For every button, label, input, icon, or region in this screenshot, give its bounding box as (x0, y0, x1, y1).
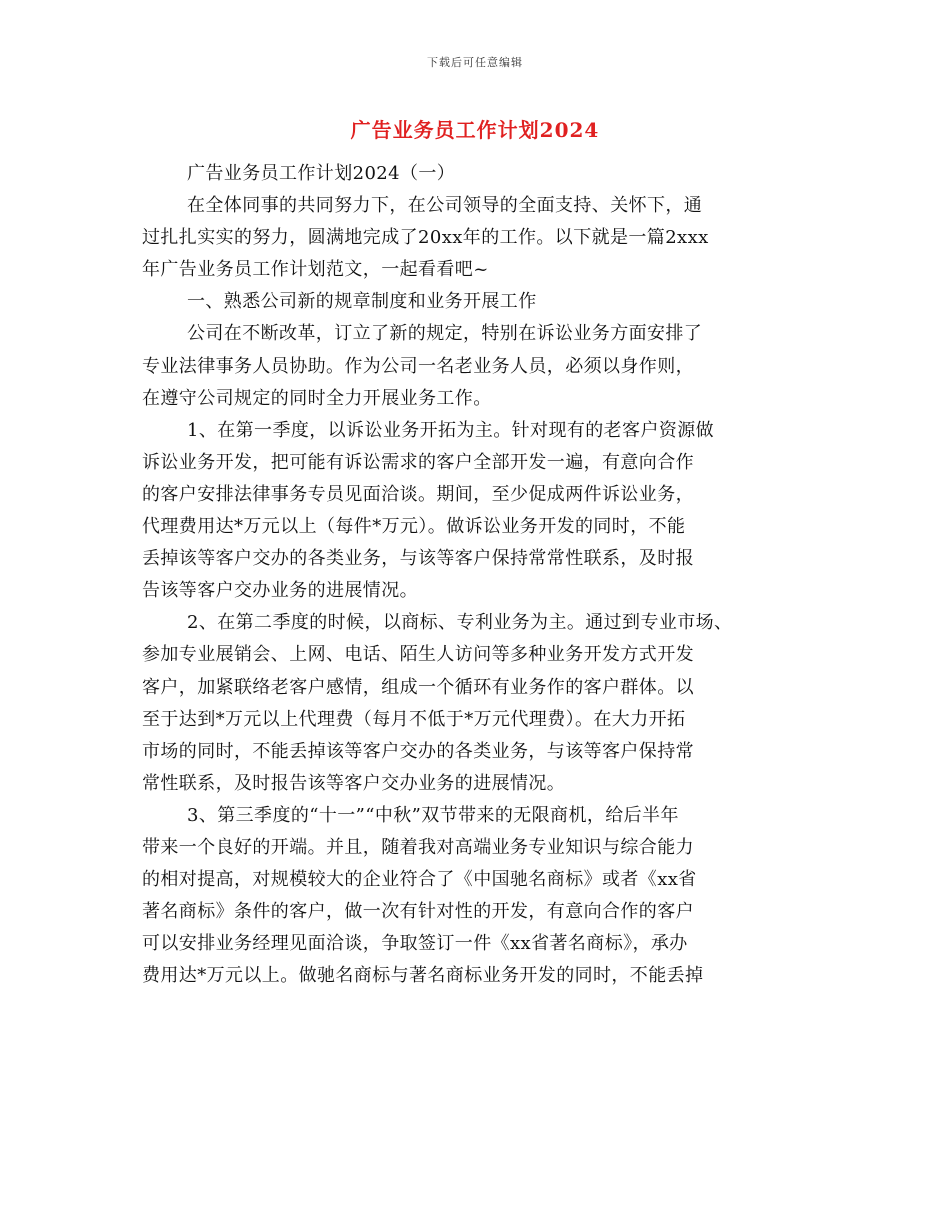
text-line: 1、在第一季度，以诉讼业务开拓为主。针对现有的老客户资源做 (187, 419, 715, 441)
text-line: 带来一个良好的开端。并且，随着我对高端业务专业知识与综合能力 (142, 836, 694, 858)
text-line: 可以安排业务经理见面洽谈，争取签订一件《xx省著名商标》，承办 (142, 933, 688, 955)
text-line: 公司在不断改革，订立了新的规定，特别在诉讼业务方面安排了 (187, 323, 703, 345)
text-line: 一、熟悉公司新的规章制度和业务开展工作 (187, 291, 537, 313)
text-line: 3、第三季度的“十一”“中秋”双节带来的无限商机，给后半年 (187, 804, 679, 826)
text-line: 告该等客户交办业务的进展情况。 (142, 580, 418, 602)
text-line: 的客户安排法律事务专员见面洽谈。期间，至少促成两件诉讼业务， (142, 483, 694, 505)
text-line: 在全体同事的共同努力下，在公司领导的全面支持、关怀下，通 (187, 195, 703, 217)
text-line: 2、在第二季度的时候，以商标、专利业务为主。通过到专业市场、 (187, 612, 733, 634)
text-line: 市场的同时，不能丢掉该等客户交办的各类业务，与该等客户保持常 (142, 740, 694, 762)
text-line: 的相对提高，对规模较大的企业符合了《中国驰名商标》或者《xx省 (142, 869, 697, 891)
text-line: 年广告业务员工作计划范文，一起看看吧~ (142, 259, 489, 281)
document-title: 广告业务员工作计划2024 (350, 118, 600, 142)
page-header: 下载后可任意编辑 (427, 56, 523, 69)
text-line: 代理费用达*万元以上（每件*万元）。做诉讼业务开发的同时，不能 (142, 516, 686, 538)
text-line: 费用达*万元以上。做驰名商标与著名商标业务开发的同时，不能丢掉 (142, 965, 704, 987)
text-line: 著名商标》条件的客户，做一次有针对性的开发，有意向合作的客户 (142, 901, 694, 923)
text-line: 丢掉该等客户交办的各类业务，与该等客户保持常常性联系，及时报 (142, 548, 694, 570)
text-line: 在遵守公司规定的同时全力开展业务工作。 (142, 387, 492, 409)
text-line: 常性联系，及时报告该等客户交办业务的进展情况。 (142, 772, 566, 794)
document-body (142, 158, 822, 992)
text-line: 广告业务员工作计划2024（一） (187, 163, 456, 184)
text-line: 客户，加紧联络老客户感情，组成一个循环有业务作的客户群体。以 (142, 676, 694, 698)
text-line: 过扎扎实实的努力，圆满地完成了20xx年的工作。以下就是一篇2xxx (142, 227, 709, 249)
text-line: 专业法律事务人员协助。作为公司一名老业务人员，必须以身作则， (142, 355, 694, 377)
text-line: 至于达到*万元以上代理费（每月不低于*万元代理费）。在大力开拓 (142, 708, 686, 730)
text-line: 诉讼业务开发，把可能有诉讼需求的客户全部开发一遍，有意向合作 (142, 451, 694, 473)
text-line: 参加专业展销会、上网、电话、陌生人访问等多种业务开发方式开发 (142, 644, 694, 666)
